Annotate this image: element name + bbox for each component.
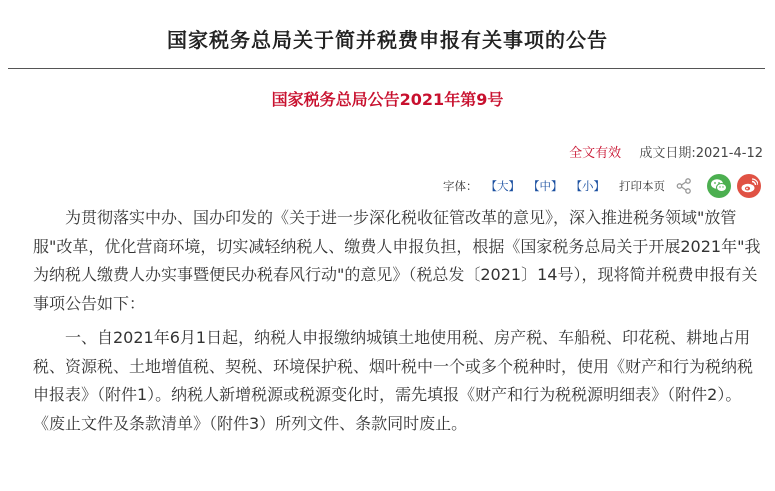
title-divider (8, 68, 765, 69)
body-paragraph: 一、自2021年6月1日起，纳税人申报缴纳城镇土地使用税、房产税、车船税、印花税、耕地占用税、资源税、土地增值税、契税、环境保护税、烟叶税中一个或多个税种时，使用《财产和行为税纳税申报表》（附件1）。纳税人新增税源或税源变化时，需先填报《财产和行为税税源明细表》（附件2）。《废止文件及条款清单》（附件3）所列文件、条款同时废止。 (33, 328, 754, 433)
font-size-large-button[interactable]: 【大】 (485, 179, 520, 193)
wechat-share-button[interactable] (707, 174, 731, 198)
date-label: 成文日期: (639, 146, 696, 161)
print-button[interactable]: 打印本页 (619, 179, 665, 193)
document-title: 国家税务总局关于简并税费申报有关事项的公告 (167, 28, 608, 52)
validity-status: 全文有效 (569, 146, 622, 161)
document-body (33, 204, 763, 438)
weibo-icon (740, 178, 758, 194)
share-icon[interactable] (675, 177, 693, 195)
body-paragraph: 为贯彻落实中办、国办印发的《关于进一步深化税收征管改革的意见》，深入推进税务领域"放管服"改革，优化营商环境，切实减轻纳税人、缴费人申报负担，根据《国家税务总局关于开展2021年"我为纳税人缴费人办实事暨便民办税春风行动"的意见》（税总发〔2021〕14号），现将简并税费申报有关事项公告如下： (33, 208, 761, 313)
toolbar (443, 172, 761, 200)
document-number: 国家税务总局公告2021年第9号 (271, 90, 504, 109)
date-value: 2021-4-12 (695, 146, 763, 161)
font-size-medium-button[interactable]: 【中】 (528, 179, 563, 193)
wechat-icon (710, 178, 728, 194)
document-meta (569, 142, 763, 161)
weibo-share-button[interactable] (737, 174, 761, 198)
font-size-label: 字体： (443, 179, 478, 193)
font-size-small-button[interactable]: 【小】 (570, 179, 605, 193)
